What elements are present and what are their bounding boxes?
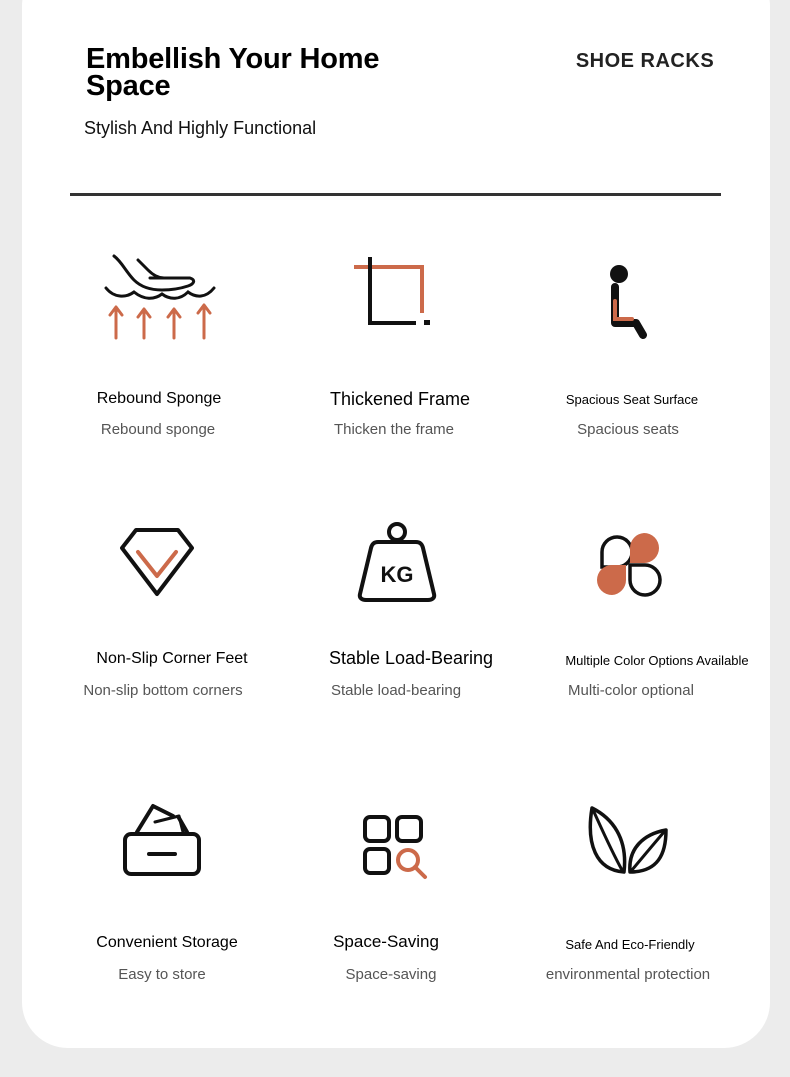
kg-weight-icon <box>356 520 438 604</box>
feature-sublabel: Space-saving <box>345 966 437 983</box>
feature-sublabel: Stable load-bearing <box>330 682 462 699</box>
divider <box>70 193 721 196</box>
brand-label: SHOE RACKS <box>575 50 715 72</box>
feature-label: Convenient Storage <box>96 934 238 951</box>
feature-sublabel: environmental protection <box>545 966 711 983</box>
rebound-sponge-icon <box>104 250 216 344</box>
color-petals-icon <box>594 530 662 598</box>
grid-search-icon <box>362 814 430 882</box>
feature-sublabel: Spacious seats <box>577 421 679 438</box>
feature-label: Rebound Sponge <box>96 390 222 407</box>
feature-label: Space-Saving <box>333 932 439 951</box>
page-title: Embellish Your Home Space <box>86 43 380 102</box>
seated-person-icon <box>602 263 650 341</box>
svg-text:KG: KG <box>380 562 414 587</box>
feature-sublabel: Thicken the frame <box>333 421 455 438</box>
feature-label: Thickened Frame <box>329 389 471 409</box>
storage-box-icon <box>121 802 203 878</box>
feature-sublabel: Easy to store <box>118 966 206 983</box>
feature-sublabel: Multi-color optional <box>568 682 694 699</box>
feature-label: Spacious Seat Surface <box>565 392 699 407</box>
diamond-icon <box>118 526 196 598</box>
leaves-icon <box>586 804 672 876</box>
feature-label: Non-Slip Corner Feet <box>96 650 248 667</box>
feature-label: Multiple Color Options Available <box>565 653 749 668</box>
feature-sublabel: Non-slip bottom corners <box>83 682 243 699</box>
feature-sublabel: Rebound sponge <box>100 421 216 438</box>
feature-label: Safe And Eco-Friendly <box>565 937 695 952</box>
feature-label: Stable Load-Bearing <box>328 648 494 668</box>
page-subtitle: Stylish And Highly Functional <box>84 118 317 138</box>
frame-icon <box>352 257 434 331</box>
